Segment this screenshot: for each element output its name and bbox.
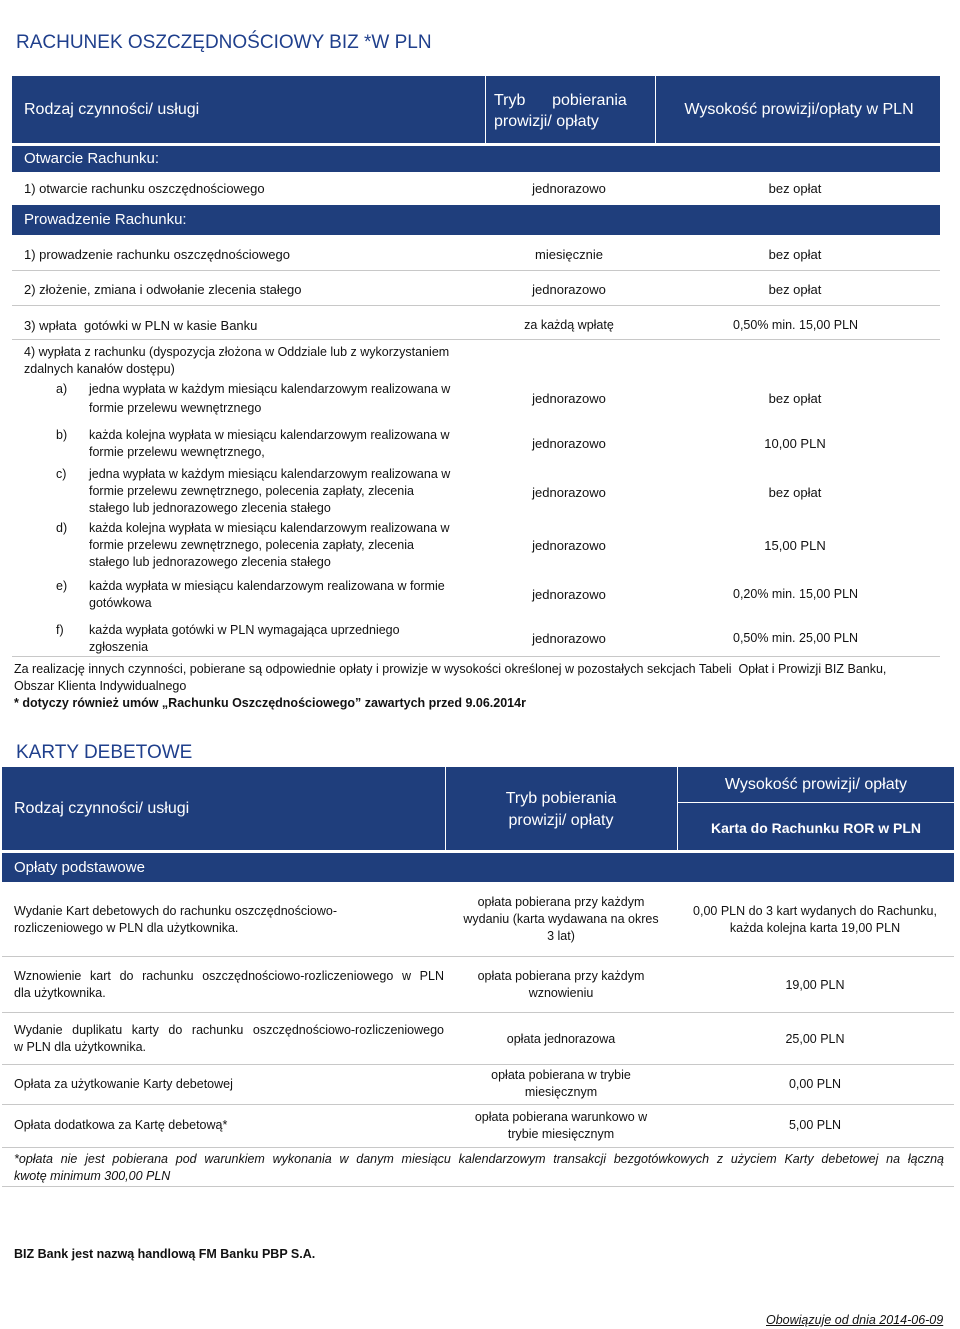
row-divider [12, 270, 940, 271]
withdrawal-item-c-fee: bez opłat [768, 485, 822, 500]
header-col-fee: Wysokość prowizji/opłaty w PLN [684, 101, 914, 118]
savings-table-header [12, 76, 940, 143]
table-bottom-rule [2, 1186, 954, 1187]
row-divider [2, 1104, 954, 1105]
row-maint1-label: 1) prowadzenie rachunku oszczędnościowego [24, 247, 290, 262]
card-row-2-label: Wznowienie kart do rachunku oszczędnościowo-rozliczeniowego w PLN dla użytkownika. [14, 969, 444, 1000]
card-row-5-fee: 5,00 PLN [788, 1118, 842, 1132]
withdrawal-item-e-fee: 0,20% min. 15,00 PLN [733, 587, 859, 601]
withdrawal-item-d-mode: jednorazowo [532, 538, 606, 553]
row-maint4-label: 4) wypłata z rachunku (dyspozycja złożona w Oddziale lub z wykorzystaniem zdalnych kanałów dostępu) [24, 345, 450, 376]
card-row-2-mode: opłata pobierana przy każdym wznowieniu [477, 969, 645, 1000]
withdrawal-item-a-mode: jednorazowo [532, 391, 606, 406]
withdrawal-item-d-fee: 15,00 PLN [764, 538, 826, 553]
row-divider [2, 1147, 954, 1148]
bank-trade-name-note: BIZ Bank jest nazwą handlową FM Banku PBP S.A. [14, 1247, 316, 1261]
cards-header-col-service: Rodzaj czynności/ usługi [14, 800, 190, 817]
savings-note-bold: * dotyczy również umów „Rachunku Oszczędnościowego” zawartych przed 9.06.2014r [14, 696, 526, 710]
cards-table-header [2, 767, 954, 850]
row-divider [2, 956, 954, 957]
card-row-3-mode: opłata jednorazowa [506, 1032, 616, 1046]
card-row-5-mode: opłata pobierana warunkowo w trybie miesięcznym [474, 1110, 648, 1141]
row-divider [2, 1012, 954, 1013]
withdrawal-item-b-mode: jednorazowo [532, 436, 606, 451]
row-maint3-mode: za każdą wpłatę [524, 318, 614, 332]
card-row-2-fee: 19,00 PLN [785, 978, 845, 992]
card-row-1-label: Wydanie Kart debetowych do rachunku oszczędnościowo- rozliczeniowego w PLN dla użytkownika. [14, 904, 337, 935]
card-row-4-fee: 0,00 PLN [788, 1077, 842, 1091]
row-divider [12, 339, 940, 340]
withdrawal-item-f-fee: 0,50% min. 25,00 PLN [733, 631, 859, 645]
card-row-4-mode: opłata pobierana w trybie miesięcznym [491, 1068, 631, 1099]
card-row-4-label: Opłata za użytkowanie Karty debetowej [14, 1077, 233, 1091]
card-row-3-label: Wydanie duplikatu karty do rachunku oszczędnościowo-rozliczeniowego w PLN dla użytkownika. [14, 1023, 444, 1054]
header-col-service: Rodzaj czynności/ usługi [24, 101, 200, 118]
row-open-label: 1) otwarcie rachunku oszczędnościowego [24, 181, 265, 196]
row-maint3-fee: 0,50% min. 15,00 PLN [733, 318, 859, 332]
withdrawal-item-b-fee: 10,00 PLN [764, 436, 826, 451]
row-maint3-label: 3) wpłata gotówki w PLN w kasie Banku [24, 318, 258, 333]
card-row-1-mode: opłata pobierana przy każdym wydaniu (karta wydawana na okres 3 lat) [463, 895, 659, 943]
row-open-fee: bez opłat [768, 181, 822, 196]
row-divider [12, 305, 940, 306]
withdrawal-item-c-mode: jednorazowo [532, 485, 606, 500]
row-maint1-mode: miesięcznie [535, 247, 603, 262]
section-title-savings: RACHUNEK OSZCZĘDNOŚCIOWY BIZ *W PLN [16, 32, 432, 53]
withdrawal-item-f-mode: jednorazowo [532, 631, 606, 646]
row-maint2-mode: jednorazowo [532, 282, 606, 297]
card-row-3-fee: 25,00 PLN [785, 1032, 845, 1046]
card-row-5-label: Opłata dodatkowa za Kartę debetową* [14, 1118, 228, 1132]
section-title-cards: KARTY DEBETOWE [16, 742, 193, 763]
valid-from-date: Obowiązuje od dnia 2014-06-09 [766, 1313, 944, 1327]
group-header-open: Otwarcie Rachunku: [12, 146, 940, 172]
card-row-1-fee: 0,00 PLN do 3 kart wydanych do Rachunku, każda kolejna karta 19,00 PLN [693, 904, 937, 935]
savings-note: Za realizację innych czynności, pobierane są odpowiednie opłaty i prowizje w wysokości określonej w pozostałych sekcjach Tabeli Opłat i Prowizji BIZ Banku, Obszar Klienta Indywidualnego * dotyczy również umów „Rachunku Oszczędnościowego” zawartych przed 9.06.2014r [14, 661, 949, 712]
row-divider [2, 1064, 954, 1065]
row-maint1-fee: bez opłat [768, 247, 822, 262]
row-maint2-fee: bez opłat [768, 282, 822, 297]
cards-footnote: *opłata nie jest pobierana pod warunkiem wykonania w danym miesiącu kalendarzowym transakcji bezgotówkowych z użyciem Karty debetowej na łączną kwotę minimum 300,00 PLN [14, 1152, 944, 1183]
table-bottom-rule [12, 656, 940, 657]
withdrawal-item-a-fee: bez opłat [768, 391, 822, 406]
group-header-basic-fees: Opłaty podstawowe [2, 853, 954, 882]
group-header-maintenance: Prowadzenie Rachunku: [12, 205, 940, 235]
cards-header-col-fee: Wysokość prowizji/ opłaty [724, 776, 908, 793]
header-col-mode: Tryb pobierania prowizji/ opłaty [494, 92, 627, 130]
cards-header-col-card: Karta do Rachunku ROR w PLN [710, 820, 922, 836]
row-maint2-label: 2) złożenie, zmiana i odwołanie zlecenia stałego [24, 282, 302, 297]
withdrawal-item-e-mode: jednorazowo [532, 587, 606, 602]
cards-header-col-mode: Tryb pobierania prowizji/ opłaty [505, 790, 617, 829]
row-open-mode: jednorazowo [532, 181, 606, 196]
